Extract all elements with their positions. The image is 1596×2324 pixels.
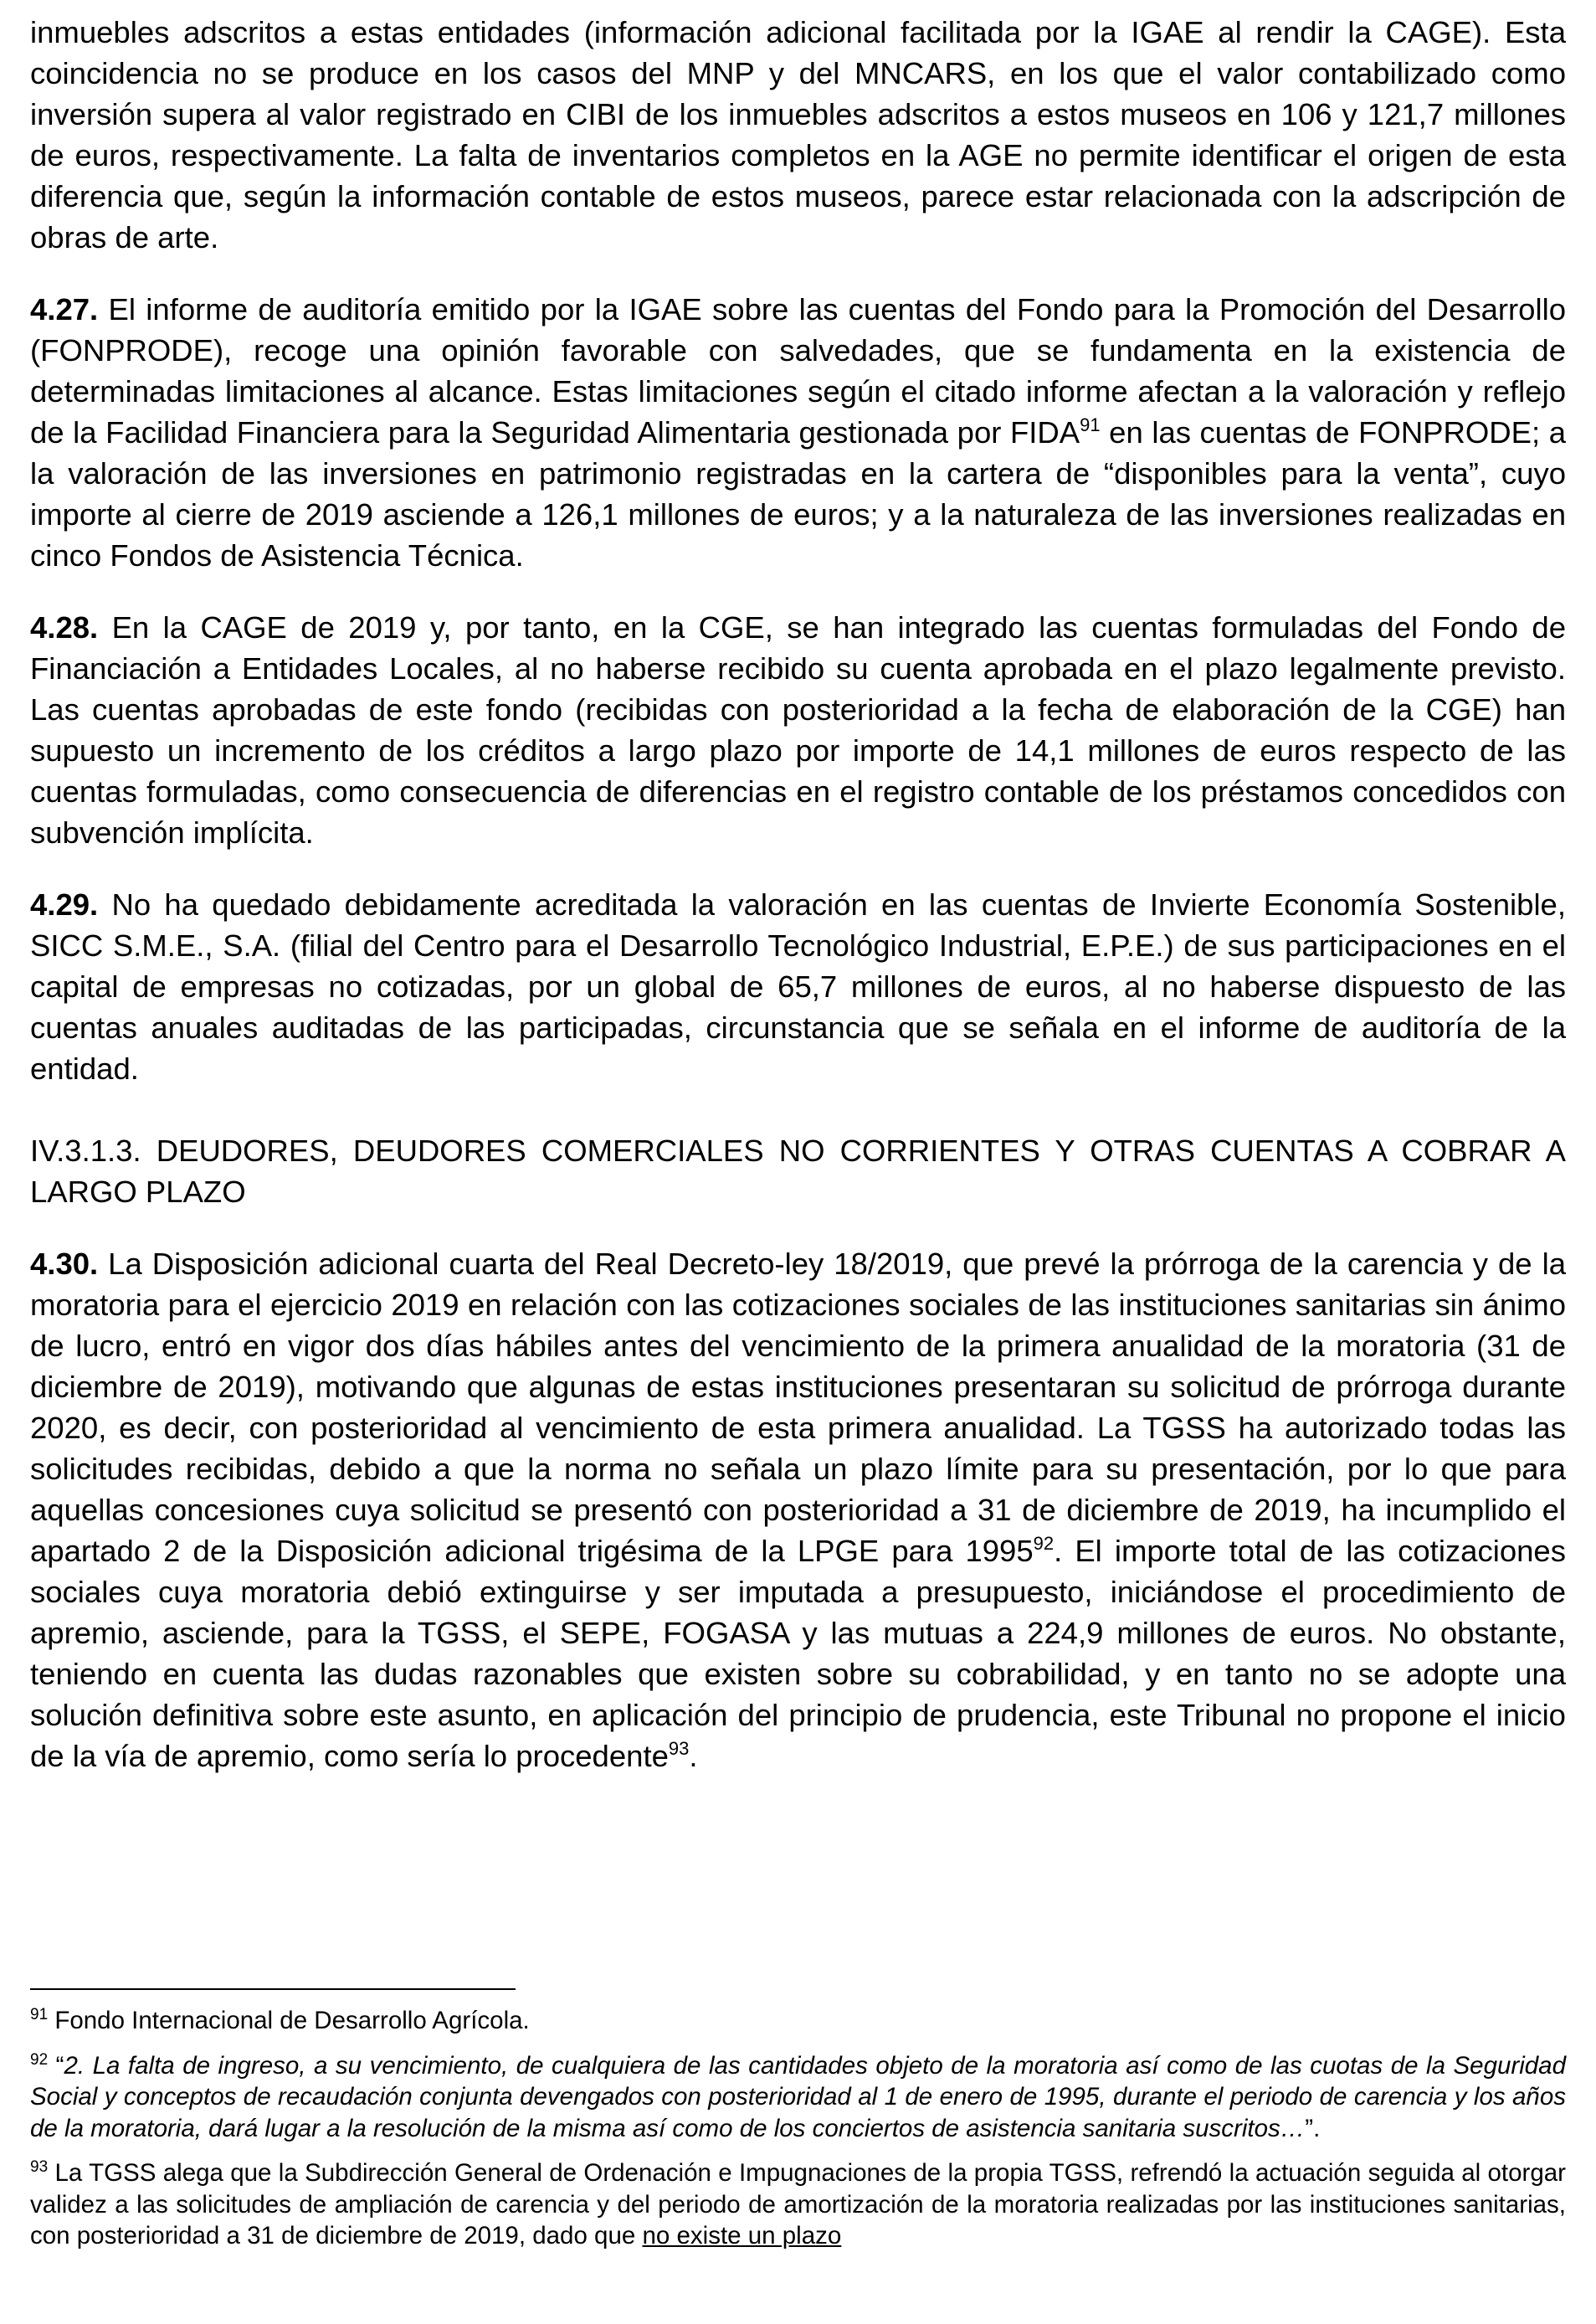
paragraph-4-28: [30, 607, 1566, 853]
paragraph-4-30: [30, 1243, 1566, 1776]
footnote-quote-open: “: [48, 2051, 64, 2080]
paragraph-text: en las cuentas de FONPRODE; a la valoración de las inversiones en patrimonio registradas en la cartera de “disponibles para la venta”, cuyo importe al cierre de 2019 asciende a 126,1 millones de euros; y a la naturaleza de las inversiones realizadas en cinco Fondos de Asistencia Técnica.: [30, 415, 1566, 573]
footnote-quoted-text: 2. La falta de ingreso, a su vencimiento, de cualquiera de las cantidades objeto de la moratoria así como de las cuotas de la Seguridad Social y conceptos de recaudación conjunta devengados con posterioridad al 1 de enero de 1995, durante el periodo de carencia y los años de la moratoria, dará lugar a la resolución de la misma así como de los conciertos de asistencia sanitaria suscritos…: [30, 2051, 1566, 2142]
section-heading: IV.3.1.3. DEUDORES, DEUDORES COMERCIALES NO CORRIENTES Y OTRAS CUENTAS A COBRAR A LARGO PLAZO: [30, 1134, 1566, 1209]
footnote-separator: [30, 1988, 516, 1990]
paragraph-text: .: [689, 1739, 698, 1773]
paragraph-text: El informe de auditoría emitido por la IGAE sobre las cuentas del Fondo para la Promoción del Desarrollo (FONPRODE), recoge una opinión favorable con salvedades, que se fundamenta en la existencia de determinadas limitaciones al alcance. Estas limitaciones según el citado informe afectan a la valoración y reflejo de la Facilidad Financiera para la Seguridad Alimentaria gestionada por FIDA: [30, 292, 1566, 450]
footnote-text: La TGSS alega que la Subdirección General de Ordenación e Impugnaciones de la propia TGSS, refrendó la actuación seguida al otorgar validez a las solicitudes de ampliación de carencia y del periodo de amortización de la moratoria realizadas por las instituciones sanitarias, con posterioridad a 31 de diciembre de 2019, dado que: [30, 2159, 1566, 2249]
footnote-text: Fondo Internacional de Desarrollo Agrícola.: [48, 2007, 530, 2034]
footnote-reference[interactable]: 92: [1033, 1533, 1055, 1554]
footnote-reference[interactable]: 91: [1080, 414, 1101, 435]
paragraph-number: 4.30.: [30, 1247, 99, 1281]
paragraph-4-29: [30, 884, 1566, 1089]
paragraph-continuation: [30, 12, 1566, 258]
footnote-92: [30, 2050, 1566, 2145]
paragraph-number: 4.28.: [30, 610, 99, 645]
paragraph-4-27: [30, 289, 1566, 576]
footnote-number: 93: [30, 2158, 49, 2176]
paragraph-text: inmuebles adscritos a estas entidades (información adicional facilitada por la IGAE al rendir la CAGE). Esta coincidencia no se produce en los casos del MNP y del MNCARS, en los que el valor contabilizado como inversión supera al valor registrado en CIBI de los inmuebles adscritos a estos museos en 106 y 121,7 millones de euros, respectivamente. La falta de inventarios completos en la AGE no permite identificar el origen de esta diferencia que, según la información contable de estos museos, parece estar relacionada con la adscripción de obras de arte.: [30, 15, 1566, 255]
footnote-93: [30, 2157, 1566, 2252]
paragraph-text: En la CAGE de 2019 y, por tanto, en la CGE, se han integrado las cuentas formuladas del Fondo de Financiación a Entidades Locales, al no haberse recibido su cuenta aprobada en el plazo legalmente previsto. Las cuentas aprobadas de este fondo (recibidas con posterioridad a la fecha de elaboración de la CGE) han supuesto un incremento de los créditos a largo plazo por importe de 14,1 millones de euros respecto de las cuentas formuladas, como consecuencia de diferencias en el registro contable de los préstamos concedidos con subvención implícita.: [30, 610, 1566, 850]
footnote-reference[interactable]: 93: [668, 1738, 690, 1759]
paragraph-number: 4.27.: [30, 292, 99, 326]
footnote-underlined-text: no existe un plazo: [642, 2222, 842, 2249]
footnote-91: [30, 2005, 1566, 2037]
paragraph-number: 4.29.: [30, 887, 99, 922]
footnote-quote-close: ”.: [1305, 2114, 1321, 2142]
paragraph-text: La Disposición adicional cuarta del Real Decreto-ley 18/2019, que prevé la prórroga de la carencia y de la moratoria para el ejercicio 2019 en relación con las cotizaciones sociales de las instituciones sanitarias sin ánimo de lucro, entró en vigor dos días hábiles antes del vencimiento de la primera anualidad de la moratoria (31 de diciembre de 2019), motivando que algunas de estas instituciones presentaran su solicitud de prórroga durante 2020, es decir, con posterioridad al vencimiento de esta primera anualidad. La TGSS ha autorizado todas las solicitudes recibidas, debido a que la norma no señala un plazo límite para su presentación, por lo que para aquellas concesiones cuya solicitud se presentó con posterioridad a 31 de diciembre de 2019, ha incumplido el apartado 2 de la Disposición adicional trigésima de la LPGE para 1995: [30, 1247, 1566, 1568]
document-body: [30, 12, 1566, 1807]
footnote-number: 92: [30, 2050, 49, 2069]
paragraph-text: No ha quedado debidamente acreditada la valoración en las cuentas de Invierte Economía Sostenible, SICC S.M.E., S.A. (filial del Centro para el Desarrollo Tecnológico Industrial, E.P.E.) de sus participaciones en el capital de empresas no cotizadas, por un global de 65,7 millones de euros, al no haberse dispuesto de las cuentas anuales auditadas de las participadas, circunstancia que se señala en el informe de auditoría de la entidad.: [30, 887, 1566, 1086]
footnote-number: 91: [30, 2006, 49, 2023]
footnotes: [30, 2005, 1566, 2265]
paragraph-text: . El importe total de las cotizaciones sociales cuya moratoria debió extinguirse y ser imputada a presupuesto, iniciándose el procedimiento de apremio, asciende, para la TGSS, el SEPE, FOGASA y las mutuas a 224,9 millones de euros. No obstante, teniendo en cuenta las dudas razonables que existen sobre su cobrabilidad, y en tanto no se adopte una solución definitiva sobre este asunto, en aplicación del principio de prudencia, este Tribunal no propone el inicio de la vía de apremio, como sería lo procedente: [30, 1534, 1566, 1773]
